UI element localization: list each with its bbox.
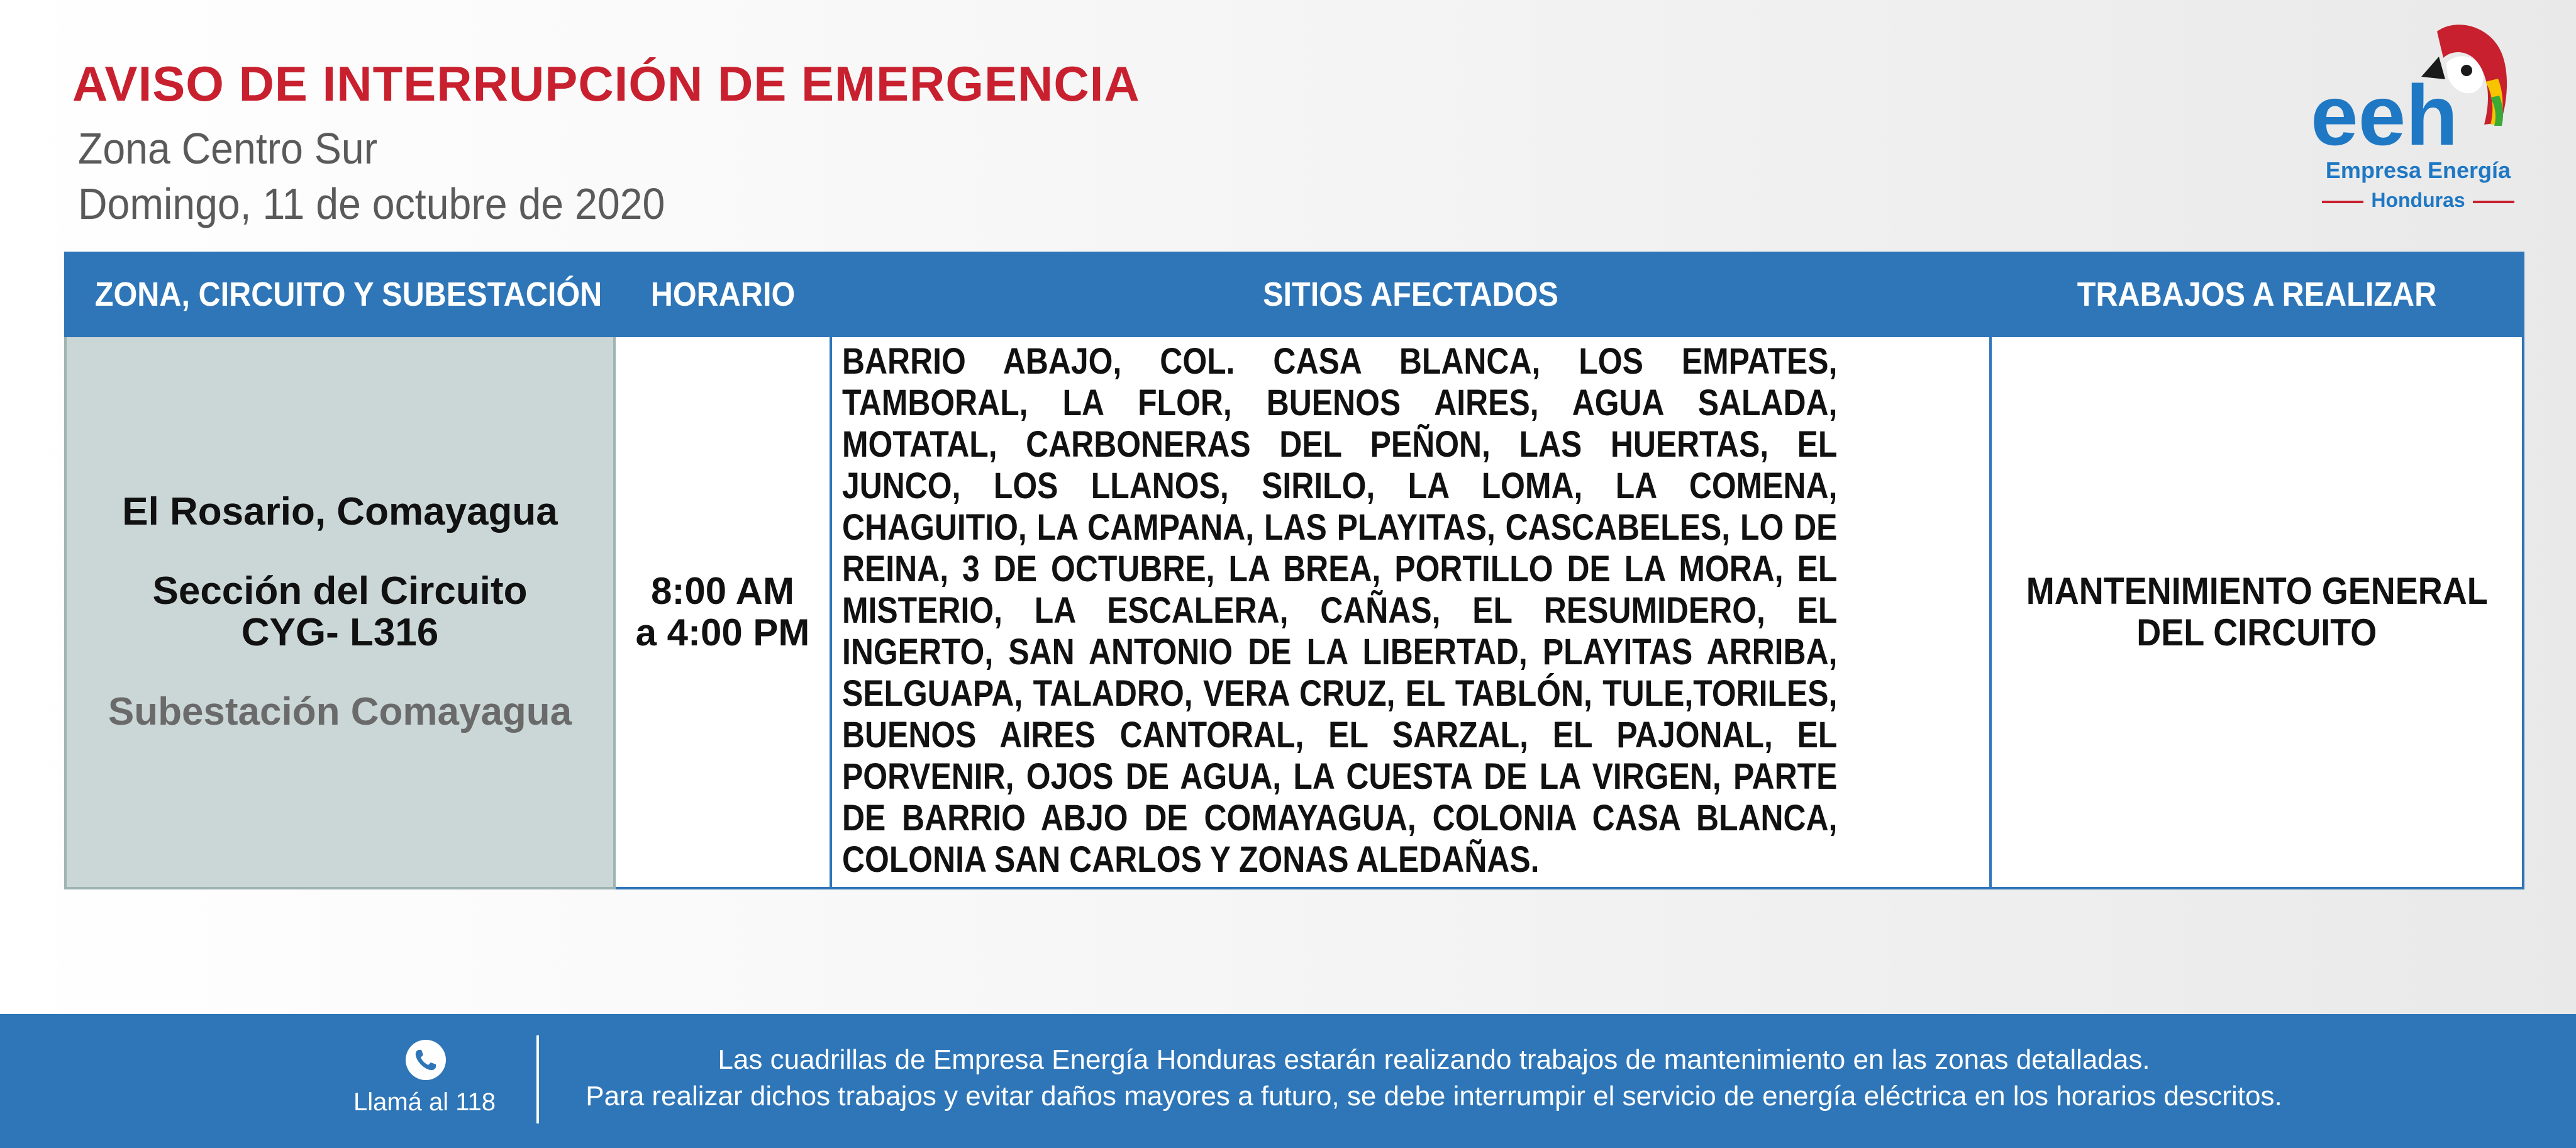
header-zona: ZONA, CIRCUITO Y SUBESTACIÓN	[65, 253, 614, 336]
logo-mark-text: eeh	[2311, 67, 2458, 157]
substation-name: Subestación Comayagua	[108, 690, 572, 733]
trabajos-cell	[1990, 336, 2523, 888]
call-label: Llamá al 118	[353, 1088, 496, 1116]
zone-cell	[65, 336, 614, 888]
header-trabajos: TRABAJOS A REALIZAR	[1990, 253, 2523, 336]
sitios-afectados-text: BARRIO ABAJO, COL. CASA BLANCA, LOS EMPATES, TAMBORAL, LA FLOR, BUENOS AIRES, AGUA SALADA, MOTATAL, CARBONERAS DEL PEÑON, LAS HUERTAS, EL JUNCO, LOS LLANOS, SIRILO, LA LOMA, LA COMENA, CHAGUITIO, LA CAMPANA, LAS PLAYITAS, CASCABELES, LO DE REINA, 3 DE OCTUBRE, LA BREA, PORTILLO DE LA MORA, EL MISTERIO, LA ESCALERA, CAÑAS, EL RESUMIDERO, EL INGERTO, SAN ANTONIO DE LA LIBERTAD, PLAYITAS ARRIBA, SELGUAPA, TALADRO, VERA CRUZ, EL TABLÓN, TULE,TORILES, BUENOS AIRES CANTORAL, EL SARZAL, EL PAJONAL, EL PORVENIR, OJOS DE AGUA, LA CUESTA DE LA VIRGEN, PARTE DE BARRIO ABJO DE COMAYAGUA, COLONIA CASA BLANCA, COLONIA SAN CARLOS Y ZONAS ALEDAÑAS.	[842, 341, 1838, 880]
phone-icon	[405, 1039, 447, 1081]
footer-line2: Para realizar dichos trabajos y evitar daños mayores a futuro, se debe interrumpir el servicio de energía eléctrica en los horarios descritos.	[586, 1081, 2282, 1112]
footer-divider	[536, 1035, 539, 1123]
eeh-logo	[2302, 19, 2528, 226]
circuit-line2: CYG- L316	[241, 611, 439, 654]
eeh-parrot-logo-icon	[2302, 19, 2528, 157]
circuit-line1: Sección del Circuito	[152, 569, 528, 613]
zone-name: El Rosario, Comayagua	[122, 490, 558, 533]
logo-country: Honduras	[2371, 189, 2465, 211]
zone-subtitle: Zona Centro Sur	[78, 124, 378, 173]
trabajos-line2: DEL CIRCUITO	[2136, 611, 2377, 654]
date-subtitle: Domingo, 11 de octubre de 2020	[78, 179, 665, 228]
table-row	[65, 336, 2523, 888]
sitios-cell	[831, 336, 1990, 888]
logo-company-line2	[2314, 189, 2522, 212]
footer-bar	[0, 1014, 2576, 1148]
horario-end: a 4:00 PM	[635, 611, 810, 654]
header-sitios: SITIOS AFECTADOS	[831, 253, 1990, 336]
trabajos-line1: MANTENIMIENTO GENERAL	[2026, 570, 2488, 612]
footer-line1: Las cuadrillas de Empresa Energía Honduras estarán realizando trabajos de mantenimiento en las zonas detalladas.	[718, 1044, 2150, 1075]
outage-table	[64, 252, 2524, 889]
notice-title: AVISO DE INTERRUPCIÓN DE EMERGENCIA	[72, 56, 1140, 111]
horario-start: 8:00 AM	[651, 570, 794, 612]
header-horario: HORARIO	[614, 253, 831, 336]
logo-company-line1: Empresa Energía	[2325, 157, 2511, 183]
horario-cell	[614, 336, 831, 888]
table-header-row	[65, 253, 2523, 336]
